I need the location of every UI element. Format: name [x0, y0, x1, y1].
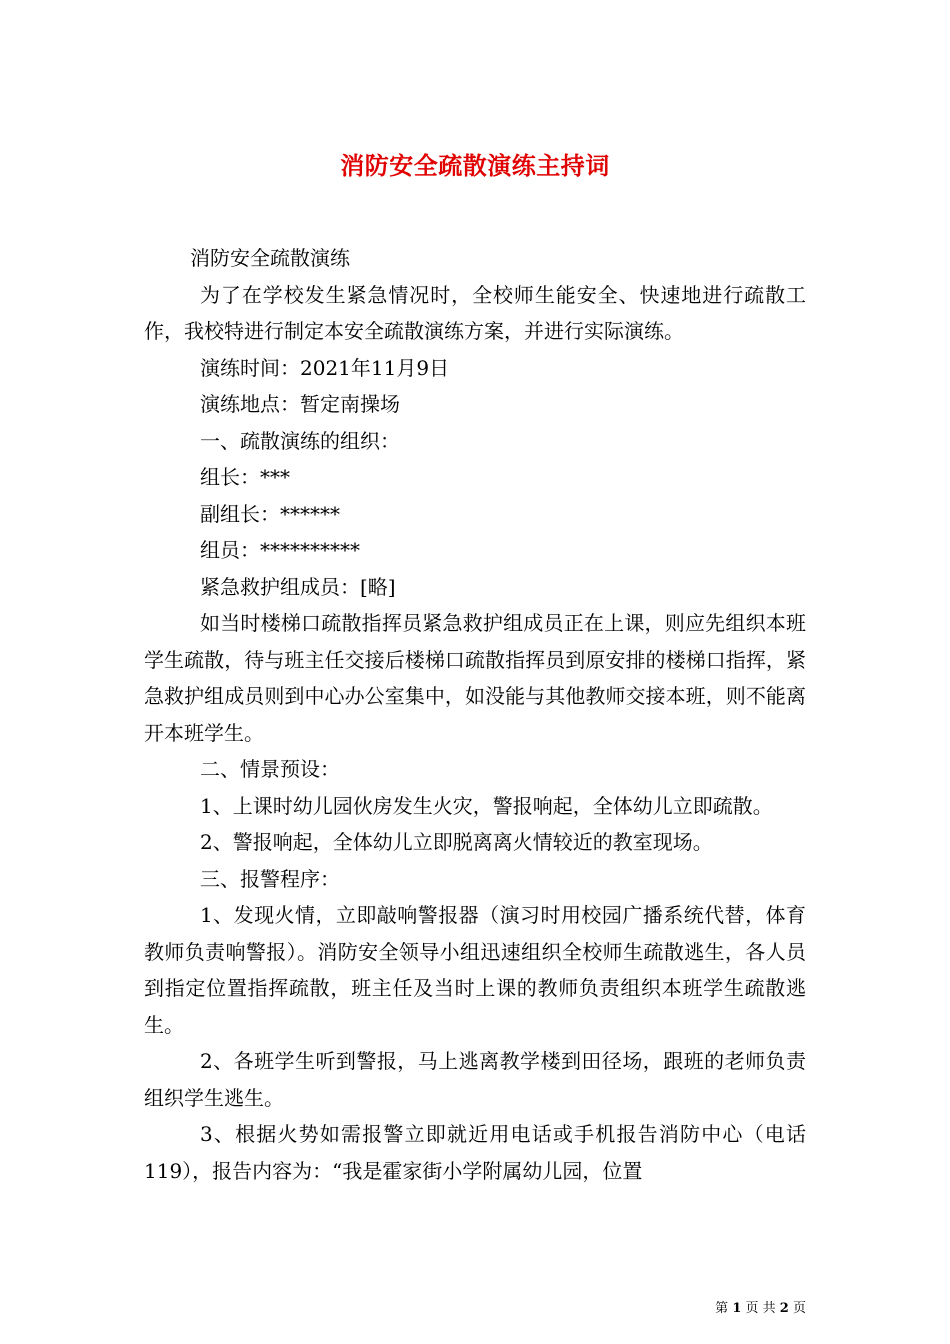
paragraph-deputy-leader: 副组长：******: [200, 501, 340, 526]
footer-total-pages: 2: [779, 1301, 789, 1316]
paragraph-alarm-3: 3、根据火势如需报警立即就近用电话或手机报告消防中心（电话119），报告内容为：“我是霍家街小学附属幼儿园，位置: [144, 1122, 806, 1183]
paragraph-purpose: 为了在学校发生紧急情况时，全校师生能安全、快速地进行疏散工作，我校特进行制定本安全疏散演练方案，并进行实际演练。: [144, 282, 806, 343]
page-footer: [0, 1300, 806, 1318]
document-body: [144, 240, 806, 1189]
paragraph-drill-time: 演练时间：2021年11月9日: [200, 355, 450, 380]
paragraph-leader: 组长：***: [200, 465, 290, 489]
section-heading-organization: 一、疏散演练的组织：: [200, 428, 400, 453]
paragraph-alarm-1: 1、发现火情，立即敲响警报器（演习时用校园广播系统代替，体育教师负责响警报）。消防安全领导小组迅速组织全校师生疏散逃生，各人员到指定位置指挥疏散，班主任及当时上课的教师负责组织本班学生疏散逃生。: [144, 903, 806, 1037]
paragraph-drill-location: 演练地点：暂定南操场: [200, 392, 400, 416]
paragraph-scenario-2: 2、警报响起，全体幼儿立即脱离离火情较近的教室现场。: [200, 830, 713, 854]
footer-current-page: 1: [732, 1301, 742, 1316]
document-title: 消防安全疏散演练主持词: [340, 151, 610, 181]
paragraph-members: 组员：**********: [200, 538, 360, 562]
footer-middle: 页 共: [745, 1301, 776, 1316]
section-heading-scenario: 二、情景预设：: [200, 757, 340, 781]
paragraph-scenario-1: 1、上课时幼儿园伙房发生火灾，警报响起，全体幼儿立即疏散。: [200, 793, 773, 818]
section-heading-alarm-procedure: 三、报警程序：: [200, 866, 340, 891]
paragraph-subtitle: 消防安全疏散演练: [190, 246, 350, 270]
paragraph-alarm-2: 2、各班学生听到警报，马上逃离教学楼到田径场，跟班的老师负责组织学生逃生。: [144, 1049, 806, 1110]
footer-prefix: 第: [715, 1301, 729, 1316]
paragraph-handover: 如当时楼梯口疏散指挥员紧急救护组成员正在上课，则应先组织本班学生疏散，待与班主任交接后楼梯口疏散指挥员到原安排的楼梯口指挥，紧急救护组成员则到中心办公室集中，如没能与其他教师交接本班，则不能离开本班学生。: [144, 611, 806, 745]
paragraph-rescue-team: 紧急救护组成员：[略]: [200, 574, 396, 599]
footer-suffix: 页: [792, 1301, 806, 1316]
